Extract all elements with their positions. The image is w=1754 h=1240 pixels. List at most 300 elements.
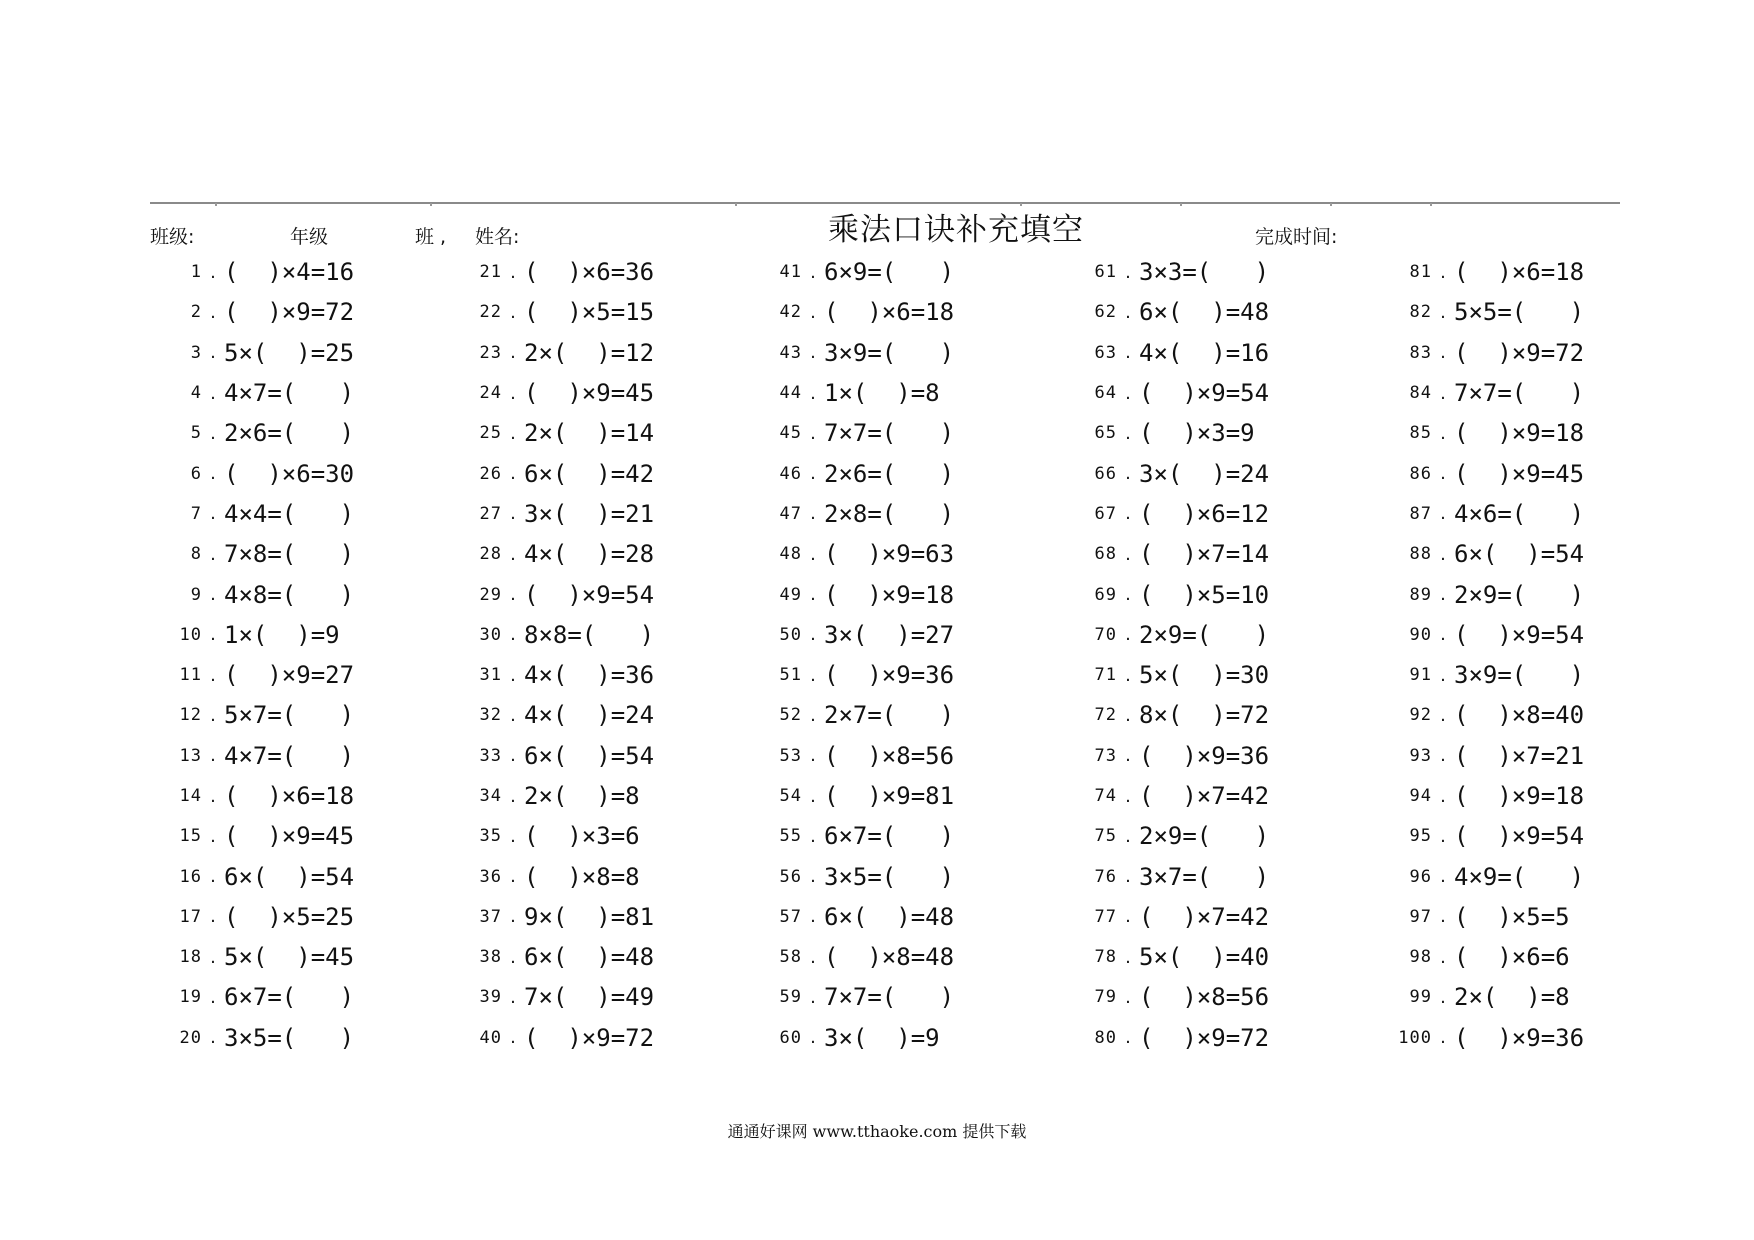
problem-dot: . bbox=[210, 946, 216, 968]
problem-row bbox=[1380, 897, 1680, 937]
problem-number: 54 bbox=[779, 786, 802, 806]
problem-row bbox=[750, 937, 1050, 977]
problem-row bbox=[750, 695, 1050, 735]
problem-dot: . bbox=[510, 301, 516, 323]
problem-row bbox=[1380, 776, 1680, 816]
problem-equation: 5×( )=30 bbox=[1139, 661, 1270, 690]
problem-dot: . bbox=[810, 342, 816, 364]
problem-number: 94 bbox=[1409, 786, 1432, 806]
problem-equation: 2×( )=8 bbox=[1454, 983, 1570, 1012]
problem-number: 21 bbox=[479, 262, 502, 283]
problem-equation: ( )×9=72 bbox=[1139, 1023, 1270, 1052]
problem-number: 79 bbox=[1094, 987, 1117, 1008]
problem-row bbox=[750, 453, 1050, 493]
problem-dot: . bbox=[210, 825, 216, 847]
problem-dot: . bbox=[1440, 664, 1446, 686]
problem-row bbox=[150, 534, 450, 574]
problem-number: 44 bbox=[779, 383, 802, 404]
problem-row bbox=[1380, 453, 1680, 493]
problem-number: 52 bbox=[779, 705, 802, 726]
problem-row bbox=[150, 615, 450, 655]
problem-row bbox=[1065, 937, 1365, 977]
problem-number: 92 bbox=[1409, 705, 1432, 726]
problem-number: 81 bbox=[1409, 262, 1432, 283]
problem-dot: . bbox=[1440, 342, 1446, 364]
problem-dot: . bbox=[510, 463, 516, 485]
problem-number: 9 bbox=[190, 584, 202, 605]
problem-dot: . bbox=[1440, 745, 1446, 767]
problem-row bbox=[750, 534, 1050, 574]
problem-equation: 7×8=( ) bbox=[224, 540, 355, 569]
problem-row bbox=[750, 333, 1050, 373]
problem-dot: . bbox=[1125, 946, 1131, 968]
problem-equation: 7×7=( ) bbox=[824, 419, 955, 448]
problem-row bbox=[150, 453, 450, 493]
problem-row bbox=[450, 695, 750, 735]
problem-number: 88 bbox=[1409, 544, 1432, 565]
problem-number: 75 bbox=[1094, 826, 1117, 847]
problem-equation: ( )×6=6 bbox=[1454, 943, 1570, 972]
problem-row bbox=[1380, 252, 1680, 292]
problem-row bbox=[150, 856, 450, 896]
problem-equation: ( )×9=27 bbox=[224, 661, 355, 690]
rule-tick bbox=[735, 203, 737, 206]
problem-row bbox=[150, 816, 450, 856]
problem-number: 46 bbox=[779, 463, 802, 484]
problem-equation: 5×( )=25 bbox=[224, 338, 355, 367]
problem-dot: . bbox=[1125, 906, 1131, 928]
problem-dot: . bbox=[510, 906, 516, 928]
problem-number: 89 bbox=[1409, 584, 1432, 605]
problem-equation: 3×7=( ) bbox=[1139, 862, 1270, 891]
problem-equation: 7×7=( ) bbox=[1454, 379, 1585, 408]
problem-number: 33 bbox=[479, 745, 502, 766]
problem-row bbox=[450, 897, 750, 937]
problem-equation: 3×5=( ) bbox=[224, 1023, 355, 1052]
problem-dot: . bbox=[810, 463, 816, 485]
problem-dot: . bbox=[1440, 503, 1446, 525]
problem-dot: . bbox=[510, 342, 516, 364]
problem-equation: ( )×5=25 bbox=[224, 902, 355, 931]
problem-equation: ( )×9=63 bbox=[824, 540, 955, 569]
problem-row bbox=[450, 977, 750, 1017]
problem-number: 53 bbox=[779, 745, 802, 766]
problem-row bbox=[1065, 655, 1365, 695]
problem-dot: . bbox=[810, 301, 816, 323]
problem-row bbox=[1065, 252, 1365, 292]
problem-number: 6 bbox=[190, 463, 202, 484]
problem-column bbox=[150, 252, 450, 1058]
problem-equation: ( )×9=45 bbox=[524, 379, 655, 408]
problem-dot: . bbox=[210, 906, 216, 928]
problem-dot: . bbox=[810, 825, 816, 847]
problem-row bbox=[750, 776, 1050, 816]
problem-equation: 4×( )=24 bbox=[524, 701, 655, 730]
problem-number: 68 bbox=[1094, 544, 1117, 565]
problem-dot: . bbox=[810, 745, 816, 767]
problem-dot: . bbox=[1440, 301, 1446, 323]
problem-row bbox=[150, 977, 450, 1017]
problem-row bbox=[150, 695, 450, 735]
problem-dot: . bbox=[810, 261, 816, 283]
rule-tick bbox=[215, 203, 217, 206]
problem-equation: ( )×9=72 bbox=[1454, 338, 1585, 367]
problem-number: 65 bbox=[1094, 423, 1117, 444]
problem-equation: 4×8=( ) bbox=[224, 580, 355, 609]
problem-equation: ( )×9=36 bbox=[824, 661, 955, 690]
problem-row bbox=[1380, 333, 1680, 373]
problem-row bbox=[1065, 333, 1365, 373]
problem-number: 60 bbox=[779, 1027, 802, 1048]
problem-number: 74 bbox=[1094, 786, 1117, 806]
problem-equation: ( )×6=18 bbox=[1454, 258, 1585, 287]
problem-equation: ( )×7=42 bbox=[1139, 782, 1270, 810]
problem-row bbox=[1380, 655, 1680, 695]
problem-number: 87 bbox=[1409, 503, 1432, 524]
problem-number: 23 bbox=[479, 342, 502, 363]
problem-equation: 6×( )=48 bbox=[824, 902, 955, 931]
problem-number: 86 bbox=[1409, 463, 1432, 484]
problem-dot: . bbox=[210, 261, 216, 283]
problem-dot: . bbox=[1440, 825, 1446, 847]
problem-row bbox=[150, 252, 450, 292]
problem-row bbox=[1065, 695, 1365, 735]
problem-row bbox=[450, 655, 750, 695]
problem-equation: ( )×9=72 bbox=[524, 1023, 655, 1052]
problem-dot: . bbox=[210, 785, 216, 807]
problem-number: 11 bbox=[179, 665, 202, 686]
problem-row bbox=[1380, 937, 1680, 977]
completion-time-label: 完成时间: bbox=[1255, 226, 1338, 248]
problem-equation: ( )×6=18 bbox=[824, 298, 955, 327]
problem-equation: 2×7=( ) bbox=[824, 701, 955, 730]
problem-equation: 2×( )=14 bbox=[524, 419, 655, 448]
problem-number: 5 bbox=[190, 423, 202, 444]
problem-equation: 3×3=( ) bbox=[1139, 258, 1270, 287]
problem-number: 66 bbox=[1094, 463, 1117, 484]
problem-equation: ( )×4=16 bbox=[224, 258, 355, 287]
problem-row bbox=[1380, 615, 1680, 655]
footer-credit: 通通好课网 www.tthaoke.com 提供下载 bbox=[727, 1122, 1027, 1141]
problem-number: 80 bbox=[1094, 1027, 1117, 1048]
problem-number: 24 bbox=[479, 383, 502, 404]
problem-equation: 6×( )=54 bbox=[224, 862, 355, 891]
problem-equation: 4×7=( ) bbox=[224, 379, 355, 408]
problem-equation: 1×( )=9 bbox=[224, 620, 340, 649]
problem-row bbox=[1380, 816, 1680, 856]
problem-equation: ( )×6=12 bbox=[1139, 499, 1270, 528]
problem-row bbox=[1380, 574, 1680, 614]
problem-row bbox=[750, 494, 1050, 534]
problem-dot: . bbox=[1125, 825, 1131, 847]
problem-equation: 3×( )=24 bbox=[1139, 459, 1270, 488]
problem-equation: ( )×9=18 bbox=[1454, 419, 1585, 448]
problem-number: 32 bbox=[479, 705, 502, 726]
problem-number: 40 bbox=[479, 1027, 502, 1048]
problem-number: 41 bbox=[779, 262, 802, 283]
problem-row bbox=[1065, 776, 1365, 816]
problem-equation: 5×( )=40 bbox=[1139, 943, 1270, 972]
problem-dot: . bbox=[1125, 1027, 1131, 1049]
problem-row bbox=[750, 574, 1050, 614]
problem-number: 76 bbox=[1094, 866, 1117, 887]
problem-number: 97 bbox=[1409, 906, 1432, 927]
problem-number: 70 bbox=[1094, 624, 1117, 645]
problem-number: 22 bbox=[479, 302, 502, 323]
problem-dot: . bbox=[510, 584, 516, 606]
problem-equation: 4×6=( ) bbox=[1454, 499, 1585, 528]
problem-equation: 1×( )=8 bbox=[824, 379, 940, 408]
problem-number: 57 bbox=[779, 906, 802, 927]
problem-column bbox=[1380, 252, 1680, 1058]
problem-dot: . bbox=[1440, 1027, 1446, 1049]
problem-equation: 2×6=( ) bbox=[224, 419, 355, 448]
problem-number: 58 bbox=[779, 947, 802, 968]
problem-number: 63 bbox=[1094, 342, 1117, 363]
problem-row bbox=[450, 413, 750, 453]
problem-dot: . bbox=[1440, 382, 1446, 404]
problem-equation: ( )×9=54 bbox=[1454, 620, 1585, 649]
problem-dot: . bbox=[810, 986, 816, 1008]
problem-dot: . bbox=[510, 825, 516, 847]
problem-number: 8 bbox=[190, 544, 202, 565]
problem-equation: ( )×9=18 bbox=[1454, 782, 1585, 810]
problem-dot: . bbox=[810, 785, 816, 807]
problem-number: 45 bbox=[779, 423, 802, 444]
problem-number: 39 bbox=[479, 987, 502, 1008]
problem-dot: . bbox=[810, 866, 816, 888]
problem-dot: . bbox=[510, 543, 516, 565]
problem-number: 17 bbox=[179, 906, 202, 927]
problem-equation: 4×( )=16 bbox=[1139, 338, 1270, 367]
problem-number: 31 bbox=[479, 665, 502, 686]
problem-equation: ( )×8=8 bbox=[524, 862, 640, 891]
problem-number: 43 bbox=[779, 342, 802, 363]
problem-number: 64 bbox=[1094, 383, 1117, 404]
rule-tick bbox=[1330, 203, 1332, 206]
problem-number: 72 bbox=[1094, 705, 1117, 726]
problem-dot: . bbox=[510, 382, 516, 404]
problem-dot: . bbox=[210, 584, 216, 606]
problem-row bbox=[1065, 534, 1365, 574]
problem-number: 56 bbox=[779, 866, 802, 887]
problem-equation: 4×4=( ) bbox=[224, 499, 355, 528]
problem-equation: ( )×9=81 bbox=[824, 782, 955, 810]
problem-row bbox=[750, 615, 1050, 655]
grade-label: 年级 bbox=[290, 226, 329, 248]
problem-equation: ( )×9=54 bbox=[524, 580, 655, 609]
problem-row bbox=[150, 292, 450, 332]
problem-dot: . bbox=[810, 1027, 816, 1049]
problem-dot: . bbox=[210, 342, 216, 364]
problem-number: 20 bbox=[179, 1027, 202, 1048]
problem-dot: . bbox=[1440, 704, 1446, 726]
problem-row bbox=[150, 333, 450, 373]
problem-row bbox=[450, 937, 750, 977]
problem-number: 84 bbox=[1409, 383, 1432, 404]
problem-row bbox=[750, 292, 1050, 332]
problem-number: 77 bbox=[1094, 906, 1117, 927]
problem-equation: 6×( )=42 bbox=[524, 459, 655, 488]
problem-dot: . bbox=[1125, 463, 1131, 485]
problem-equation: ( )×5=15 bbox=[524, 298, 655, 327]
problem-row bbox=[1065, 736, 1365, 776]
problem-dot: . bbox=[510, 664, 516, 686]
problem-dot: . bbox=[510, 986, 516, 1008]
problem-number: 82 bbox=[1409, 302, 1432, 323]
problem-equation: 2×8=( ) bbox=[824, 499, 955, 528]
problem-dot: . bbox=[210, 704, 216, 726]
problem-number: 48 bbox=[779, 544, 802, 565]
problem-equation: 7×7=( ) bbox=[824, 983, 955, 1012]
problem-equation: 4×7=( ) bbox=[224, 741, 355, 770]
problem-row bbox=[750, 655, 1050, 695]
problem-number: 85 bbox=[1409, 423, 1432, 444]
problem-number: 51 bbox=[779, 665, 802, 686]
problem-equation: 4×9=( ) bbox=[1454, 862, 1585, 891]
problem-number: 16 bbox=[179, 866, 202, 887]
problem-number: 36 bbox=[479, 866, 502, 887]
problem-number: 42 bbox=[779, 302, 802, 323]
problem-dot: . bbox=[1125, 301, 1131, 323]
problem-equation: ( )×9=36 bbox=[1454, 1023, 1585, 1052]
problem-dot: . bbox=[1125, 704, 1131, 726]
problem-number: 83 bbox=[1409, 342, 1432, 363]
problem-equation: 3×9=( ) bbox=[824, 338, 955, 367]
problem-equation: 8×( )=72 bbox=[1139, 701, 1270, 730]
problem-equation: 5×5=( ) bbox=[1454, 298, 1585, 327]
problem-dot: . bbox=[210, 543, 216, 565]
problem-equation: ( )×6=30 bbox=[224, 459, 355, 488]
problem-number: 12 bbox=[179, 705, 202, 726]
problem-number: 27 bbox=[479, 503, 502, 524]
problem-row bbox=[1380, 736, 1680, 776]
problem-row bbox=[750, 897, 1050, 937]
problem-equation: 2×( )=12 bbox=[524, 338, 655, 367]
problem-equation: ( )×7=14 bbox=[1139, 540, 1270, 569]
problem-number: 47 bbox=[779, 503, 802, 524]
problem-number: 28 bbox=[479, 544, 502, 565]
problem-number: 69 bbox=[1094, 584, 1117, 605]
problem-equation: ( )×9=72 bbox=[224, 298, 355, 327]
problem-equation: ( )×8=40 bbox=[1454, 701, 1585, 730]
problem-dot: . bbox=[810, 503, 816, 525]
problem-number: 1 bbox=[190, 262, 202, 283]
problem-row bbox=[1065, 856, 1365, 896]
problem-number: 37 bbox=[479, 906, 502, 927]
problem-dot: . bbox=[1125, 584, 1131, 606]
problem-dot: . bbox=[510, 261, 516, 283]
problem-dot: . bbox=[1125, 986, 1131, 1008]
problem-number: 61 bbox=[1094, 262, 1117, 283]
problem-row bbox=[450, 856, 750, 896]
problem-number: 25 bbox=[479, 423, 502, 444]
problem-dot: . bbox=[1125, 503, 1131, 525]
problem-row bbox=[450, 615, 750, 655]
problem-row bbox=[750, 252, 1050, 292]
problem-dot: . bbox=[510, 704, 516, 726]
problem-equation: ( )×9=36 bbox=[1139, 741, 1270, 770]
problem-equation: ( )×8=48 bbox=[824, 943, 955, 972]
problem-row bbox=[150, 937, 450, 977]
problem-row bbox=[1380, 856, 1680, 896]
problem-row bbox=[450, 373, 750, 413]
problem-row bbox=[450, 574, 750, 614]
problem-number: 3 bbox=[190, 342, 202, 363]
rule-tick bbox=[1180, 203, 1182, 206]
problem-number: 99 bbox=[1409, 987, 1432, 1008]
problem-row bbox=[1380, 1018, 1680, 1058]
problem-row bbox=[750, 373, 1050, 413]
problem-row bbox=[450, 494, 750, 534]
problem-equation: 7×( )=49 bbox=[524, 983, 655, 1012]
problem-equation: ( )×6=36 bbox=[524, 258, 655, 287]
problem-row bbox=[150, 897, 450, 937]
problem-number: 30 bbox=[479, 624, 502, 645]
problem-row bbox=[750, 816, 1050, 856]
problem-dot: . bbox=[1125, 785, 1131, 807]
problem-dot: . bbox=[1125, 866, 1131, 888]
problem-row bbox=[1065, 977, 1365, 1017]
problem-equation: ( )×7=42 bbox=[1139, 902, 1270, 931]
problem-row bbox=[450, 1018, 750, 1058]
problem-equation: 2×( )=8 bbox=[524, 782, 640, 810]
problem-dot: . bbox=[510, 1027, 516, 1049]
problem-row bbox=[1065, 615, 1365, 655]
problem-row bbox=[750, 736, 1050, 776]
problem-dot: . bbox=[210, 422, 216, 444]
problem-equation: 3×5=( ) bbox=[824, 862, 955, 891]
problem-number: 14 bbox=[179, 786, 202, 806]
problem-number: 67 bbox=[1094, 503, 1117, 524]
problem-dot: . bbox=[1440, 624, 1446, 646]
problem-dot: . bbox=[1125, 382, 1131, 404]
problem-dot: . bbox=[210, 503, 216, 525]
rule-tick bbox=[1430, 203, 1432, 206]
problem-dot: . bbox=[1125, 624, 1131, 646]
problem-number: 93 bbox=[1409, 745, 1432, 766]
problem-equation: ( )×7=21 bbox=[1454, 741, 1585, 770]
problem-equation: 6×7=( ) bbox=[224, 983, 355, 1012]
problem-dot: . bbox=[210, 624, 216, 646]
problem-row bbox=[1065, 453, 1365, 493]
problem-equation: 2×6=( ) bbox=[824, 459, 955, 488]
problem-dot: . bbox=[510, 785, 516, 807]
problem-number: 2 bbox=[190, 302, 202, 323]
problem-row bbox=[150, 373, 450, 413]
problem-number: 50 bbox=[779, 624, 802, 645]
problem-dot: . bbox=[1125, 342, 1131, 364]
problem-dot: . bbox=[810, 624, 816, 646]
problem-dot: . bbox=[1125, 745, 1131, 767]
problem-number: 34 bbox=[479, 786, 502, 806]
problem-row bbox=[150, 1018, 450, 1058]
problem-row bbox=[1380, 695, 1680, 735]
problem-number: 38 bbox=[479, 947, 502, 968]
problem-row bbox=[1065, 816, 1365, 856]
problem-dot: . bbox=[810, 543, 816, 565]
problem-dot: . bbox=[510, 624, 516, 646]
problem-equation: 6×( )=54 bbox=[1454, 540, 1585, 569]
problem-row bbox=[450, 292, 750, 332]
problem-row bbox=[450, 534, 750, 574]
problem-dot: . bbox=[210, 1027, 216, 1049]
problem-dot: . bbox=[810, 584, 816, 606]
rule-tick bbox=[430, 203, 432, 206]
problem-number: 95 bbox=[1409, 826, 1432, 847]
problem-equation: 6×( )=54 bbox=[524, 741, 655, 770]
problem-dot: . bbox=[210, 986, 216, 1008]
